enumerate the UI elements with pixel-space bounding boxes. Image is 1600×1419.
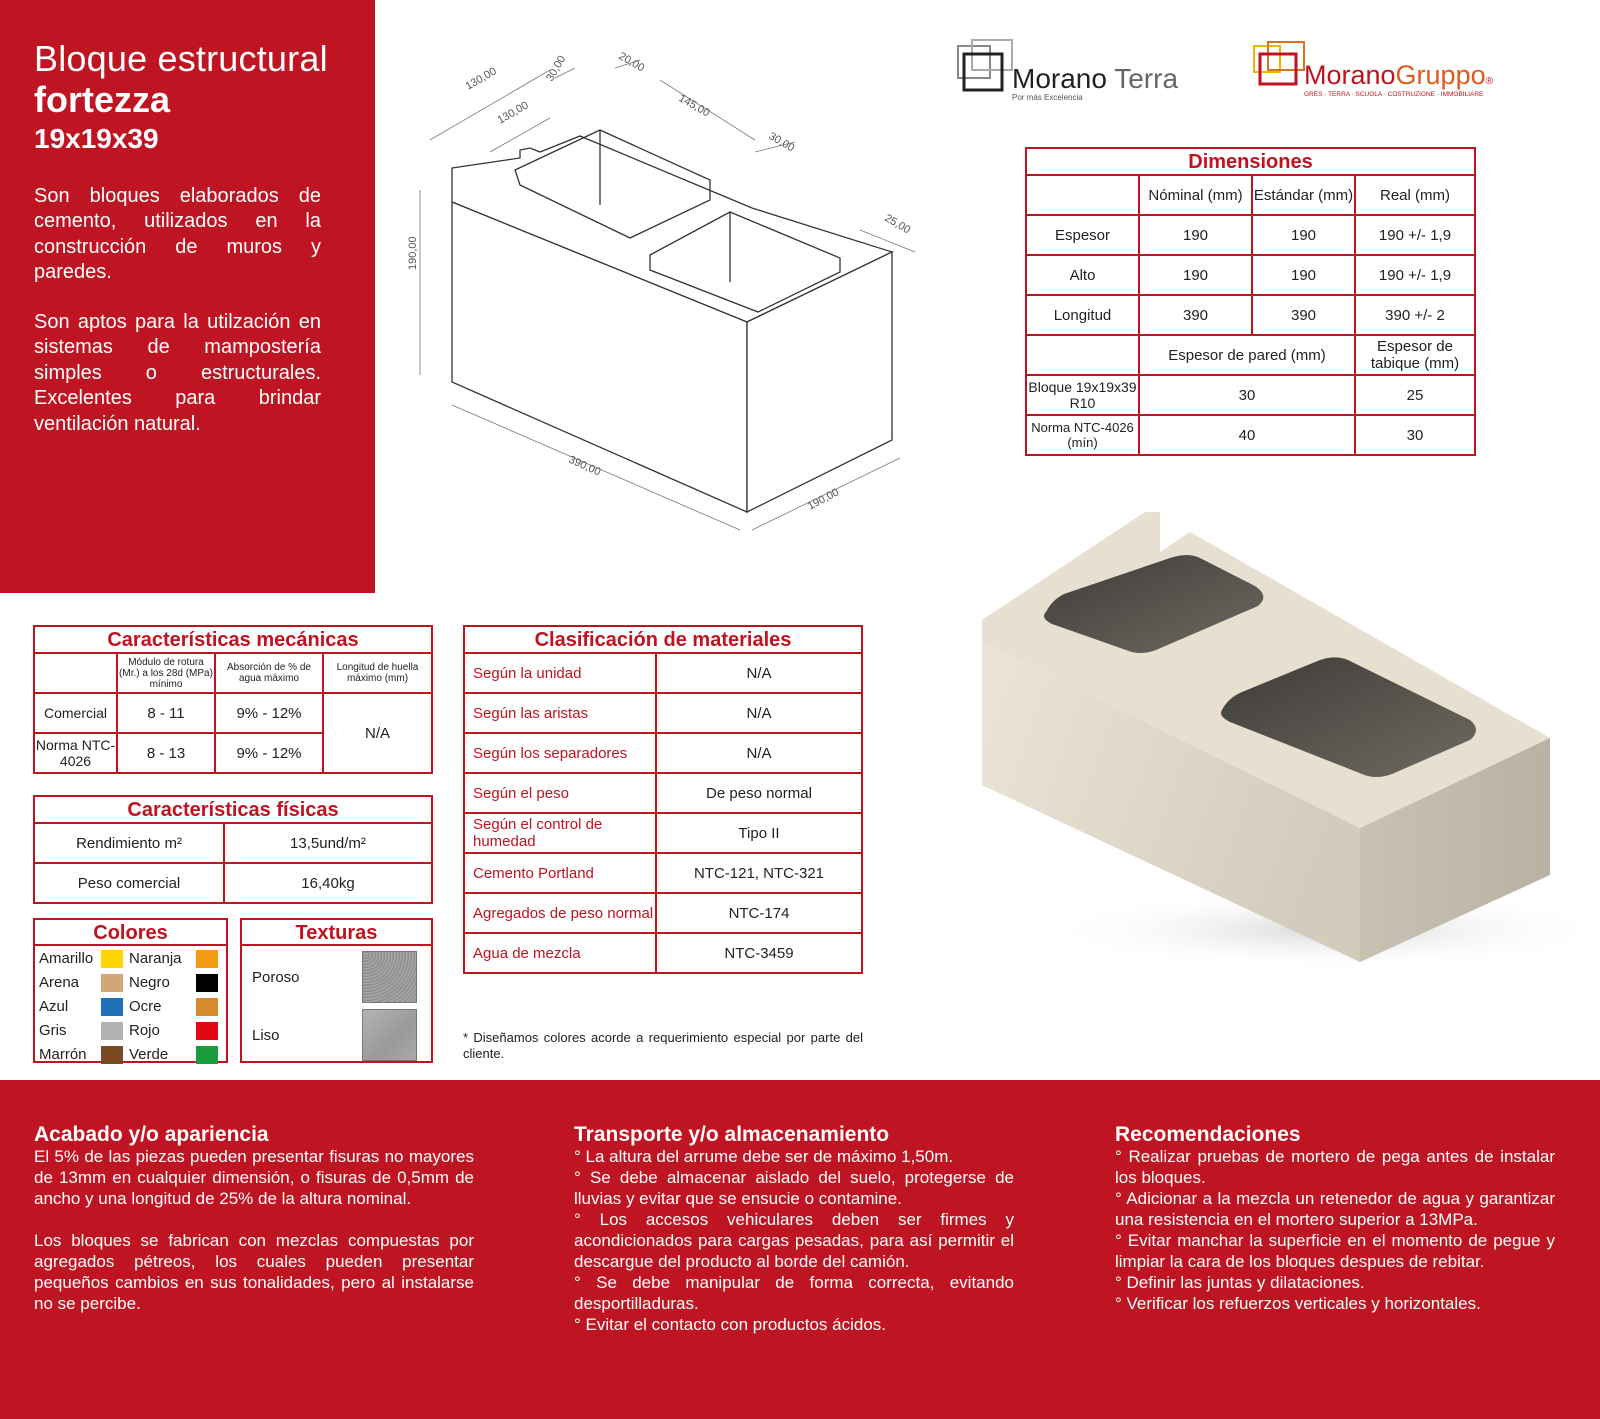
color-swatch [101, 1022, 123, 1040]
recommendation-item: ° Realizar pruebas de mortero de pega antes de instalar los bloques. [1115, 1147, 1555, 1187]
custom-color-note: * Diseñamos colores acorde a requerimiento especial por parte del cliente. [463, 1030, 863, 1061]
row-label: Cemento Portland [464, 853, 656, 893]
row-label: Según el control de humedad [464, 813, 656, 853]
colors-box [33, 918, 228, 1063]
footer-col-transport [574, 1124, 1014, 1335]
transport-item: ° Se debe almacenar aislado del suelo, protegerse de lluvias y evitar que se ensucie o contamine. [574, 1168, 1014, 1208]
cell-value: 390 [1252, 295, 1355, 335]
recommendation-item: ° Definir las juntas y dilataciones. [1115, 1273, 1365, 1292]
cell-value: 190 [1252, 255, 1355, 295]
transport-item: ° Se debe manipular de forma correcta, evitando desportilladuras. [574, 1273, 1014, 1313]
cell-value: NTC-3459 [656, 933, 862, 973]
cell-value: 190 [1139, 255, 1252, 295]
col-header: Módulo de rotura (Mr.) a los 28d (MPa) mínimo [117, 653, 215, 693]
recommendations-title: Recomendaciones [1115, 1123, 1301, 1146]
dim-label: 390,00 [566, 453, 603, 479]
row-label: Comercial [34, 693, 117, 733]
cell-value: 190 +/- 1,9 [1355, 255, 1475, 295]
row-label: Según el peso [464, 773, 656, 813]
color-swatch [196, 950, 218, 968]
mechanical-title: Características mecánicas [34, 626, 432, 653]
col-header: Longitud de huella máximo (mm) [323, 653, 432, 693]
morano-terra-logo [958, 40, 1178, 102]
transport-item: ° La altura del arrume debe ser de máximo 1,50m. [574, 1147, 954, 1166]
cell-value: N/A [323, 693, 432, 773]
cell-value: N/A [656, 693, 862, 733]
cell-value: NTC-121, NTC-321 [656, 853, 862, 893]
col-header: Absorción de % de agua máximo [215, 653, 323, 693]
row-label: Peso comercial [34, 863, 224, 903]
row-label: Norma NTC-4026 [34, 733, 117, 773]
cell-value: 30 [1355, 415, 1475, 455]
dim-label: 190,00 [407, 236, 419, 270]
porous-texture-swatch [362, 951, 417, 1003]
cell-value: 16,40kg [224, 863, 432, 903]
hero-paragraph-2: Son aptos para la utilzación en sistemas de mampostería simples o estructurales. Excelentes para brindar ventilación natural. [34, 310, 321, 435]
color-swatch [101, 998, 123, 1016]
row-label: Rendimiento m² [34, 823, 224, 863]
cell-value: 13,5und/m² [224, 823, 432, 863]
cell-value: 9% - 12% [215, 693, 323, 733]
color-swatch [101, 1046, 123, 1064]
finish-title: Acabado y/o apariencia [34, 1123, 269, 1146]
technical-drawing [400, 40, 960, 540]
hero-panel [0, 0, 375, 593]
title-line-1: Bloque estructural [34, 38, 328, 79]
cell-value: N/A [656, 653, 862, 693]
color-swatch [196, 998, 218, 1016]
cell-value: NTC-174 [656, 893, 862, 933]
cell-value: 190 +/- 1,9 [1355, 215, 1475, 255]
row-label: Según la unidad [464, 653, 656, 693]
cell-value: 9% - 12% [215, 733, 323, 773]
cell-value: 390 +/- 2 [1355, 295, 1475, 335]
color-name: Ocre [129, 998, 162, 1015]
row-label: Espesor [1026, 215, 1139, 255]
footer-col-recommendations [1115, 1124, 1555, 1314]
color-name: Arena [39, 974, 80, 991]
color-name: Naranja [129, 950, 182, 967]
hero-paragraph-1: Son bloques elaborados de cemento, utilizados en la construcción de muros y paredes. [34, 184, 321, 284]
row-label: Longitud [1026, 295, 1139, 335]
cell-value: 190 [1139, 215, 1252, 255]
row-label: Agregados de peso normal [464, 893, 656, 933]
row-label: Según los separadores [464, 733, 656, 773]
cell-value: 40 [1139, 415, 1355, 455]
recommendation-item: ° Verificar los refuerzos verticales y horizontales. [1115, 1294, 1481, 1313]
col-header: Estándar (mm) [1252, 175, 1355, 215]
colors-title: Colores [35, 920, 226, 946]
dim-label: 25,00 [882, 212, 913, 237]
smooth-texture-swatch [362, 1009, 417, 1061]
block-render-image [960, 510, 1580, 980]
color-name: Verde [129, 1046, 169, 1063]
col-header: Real (mm) [1355, 175, 1475, 215]
texture-name: Poroso [252, 968, 300, 986]
classification-table [463, 625, 863, 974]
cell-value: 8 - 11 [117, 693, 215, 733]
color-name: Rojo [129, 1022, 160, 1039]
title-line-3: 19x19x39 [34, 122, 159, 154]
color-name: Amarillo [39, 950, 94, 967]
cell-value: 30 [1139, 375, 1355, 415]
color-swatch [101, 950, 123, 968]
cell-value: 390 [1139, 295, 1252, 335]
svg-text:GRES · TERRA · SCUOLA · COSTRU: GRES · TERRA · SCUOLA · COSTRUZIONE · IMMOBILIARE [1304, 91, 1484, 98]
textures-title: Texturas [242, 920, 431, 946]
row-label: Agua de mezcla [464, 933, 656, 973]
texture-name: Liso [252, 1026, 280, 1044]
mechanical-table [33, 625, 433, 774]
cell-value: 190 [1252, 215, 1355, 255]
dim-label: 190,00 [805, 486, 842, 513]
dim-label: 20,00 [616, 50, 647, 75]
row-label: Norma NTC-4026 (mín) [1026, 415, 1139, 455]
cell-value: N/A [656, 733, 862, 773]
title-line-2: fortezza [34, 79, 171, 121]
color-name: Negro [129, 974, 170, 991]
svg-text:Morano Terra: Morano Terra [1012, 63, 1179, 94]
cell-value: 25 [1355, 375, 1475, 415]
col-header: Espesor de tabique (mm) [1355, 335, 1475, 375]
recommendation-item: ° Adicionar a la mezcla un retenedor de agua y garantizar una resistencia en el mortero superior a 13MPa. [1115, 1189, 1555, 1229]
dim-label: 130,00 [463, 65, 499, 93]
finish-paragraph: Los bloques se fabrican con mezclas compuestas por agregados pétreos, los cuales pueden presentar pequeños cambios en sus tonalidades, pero al instalarse no se percibe. [34, 1231, 474, 1313]
dim-label: 145,00 [676, 92, 712, 120]
dimensions-table [1025, 147, 1476, 456]
col-header: Espesor de pared (mm) [1139, 335, 1355, 375]
color-swatch [101, 974, 123, 992]
dim-label: 130,00 [495, 99, 531, 127]
transport-item: ° Los accesos vehiculares deben ser firmes y acondicionados para cargas pesadas, para así permitir el descargue del producto al borde del camión. [574, 1210, 1014, 1271]
row-label: Bloque 19x19x39 R10 [1026, 375, 1139, 415]
morano-gruppo-logo [1254, 42, 1494, 98]
color-name: Azul [39, 998, 69, 1015]
svg-text:MoranoGruppo®: MoranoGruppo® [1304, 60, 1493, 90]
color-name: Gris [39, 1022, 67, 1039]
footer-col-finish [34, 1124, 474, 1314]
row-label: Alto [1026, 255, 1139, 295]
dimensions-title: Dimensiones [1026, 148, 1475, 175]
dim-label: 30,00 [766, 130, 797, 155]
logos [950, 38, 1550, 108]
cell-value: 8 - 13 [117, 733, 215, 773]
footer-panel [0, 1080, 1600, 1419]
color-swatch [196, 1022, 218, 1040]
finish-paragraph: El 5% de las piezas pueden presentar fisuras no mayores de 13mm en cualquier dimensión, o fisuras de 0,5mm de ancho y una longitud de 25% de la altura nominal. [34, 1147, 474, 1208]
color-swatch [196, 974, 218, 992]
dim-label: 30,00 [544, 53, 569, 84]
col-header: Nóminal (mm) [1139, 175, 1252, 215]
transport-item: ° Evitar el contacto con productos ácidos. [574, 1315, 887, 1334]
physical-table [33, 795, 433, 904]
transport-title: Transporte y/o almacenamiento [574, 1123, 890, 1146]
row-label: Según las aristas [464, 693, 656, 733]
classification-title: Clasificación de materiales [464, 626, 862, 653]
color-swatch [196, 1046, 218, 1064]
recommendation-item: ° Evitar manchar la superficie en el momento de pegue y limpiar la cara de los bloques despues de rebitar. [1115, 1231, 1555, 1271]
cell-value: Tipo II [656, 813, 862, 853]
svg-text:Por más Excelencia: Por más Excelencia [1012, 93, 1083, 102]
physical-title: Características físicas [34, 796, 432, 823]
textures-box [240, 918, 433, 1063]
cell-value: De peso normal [656, 773, 862, 813]
color-name: Marrón [39, 1046, 87, 1063]
